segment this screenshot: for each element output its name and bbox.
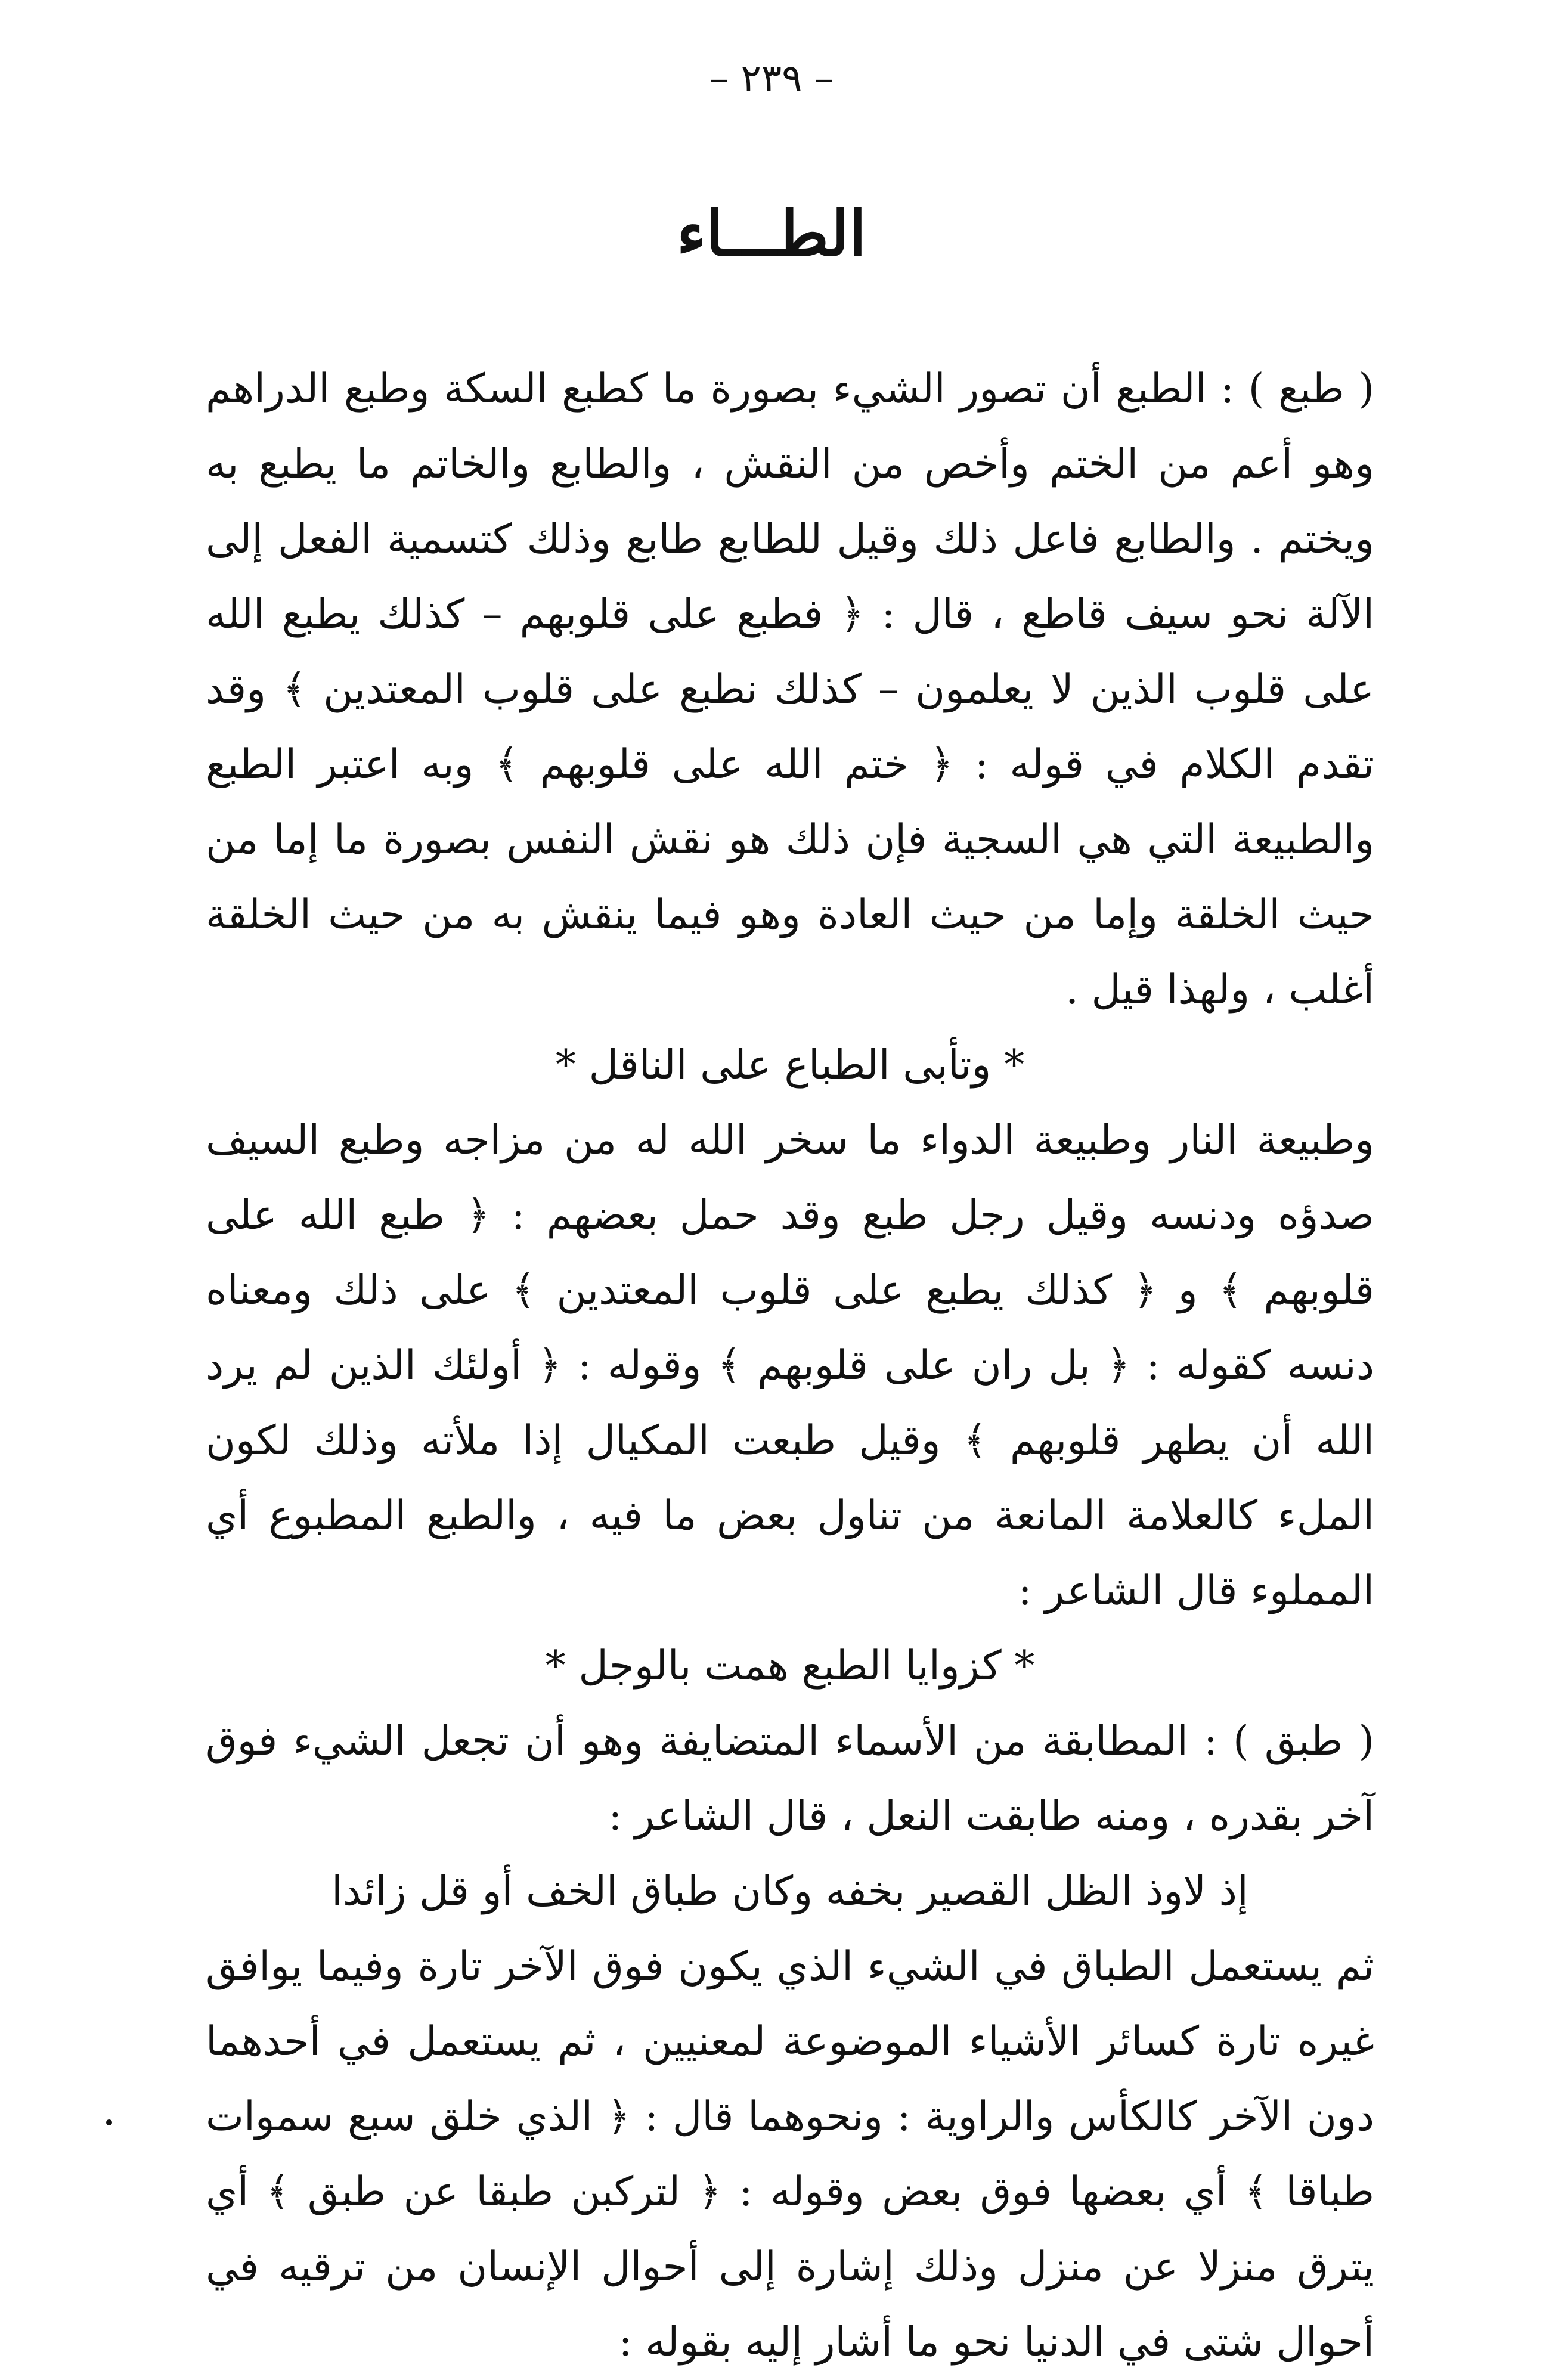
page-number: – ٢٣٩ – <box>709 57 834 101</box>
paragraph-tabaa: ( طبع ) : الطبع أن تصور الشيء بصورة ما كطبع السكة وطبع الدراهم وهو أعم من الختم وأخص من النقش ، والطابع والخاتم ما يطبع به ويختم . والطابع فاعل ذلك وقيل للطابع طابع وذلك كتسمية الفعل إلى الآلة نحو سيف قاطع ، قال : ﴿ فطبع على قلوبهم – كذلك يطبع الله على قلوب الذين لا يعلمون – كذلك نطبع على قلوب المعتدين ﴾ وقد تقدم الكلام في قوله : ﴿ ختم الله على قلوبهم ﴾ وبه اعتبر الطبع والطبيعة التي هي السجية فإن ذلك هو نقش النفس بصورة ما إما من حيث الخلقة وإما من حيث العادة وهو فيما ينقش به من حيث الخلقة أغلب ، ولهذا قيل . <box>206 365 1374 1014</box>
body-text <box>206 352 1374 2380</box>
paragraph-tabaq: ( طبق ) : المطابقة من الأسماء المتضايفة وهو أن تجعل الشيء فوق آخر بقدره ، ومنه طابقت النعل ، قال الشاعر : <box>206 1718 1374 1840</box>
verse-line: * كزوايا الطبع همت بالوجل * <box>545 1643 1035 1690</box>
verse-line: * وتأبى الطباع على الناقل * <box>556 1042 1024 1089</box>
ink-dot <box>106 2119 112 2125</box>
chapter-title: الطـــاء <box>677 197 866 270</box>
paragraph: وطبيعة النار وطبيعة الدواء ما سخر الله له من مزاجه وطبع السيف صدؤه ودنسه وقيل رجل طبع وقد حمل بعضهم : ﴿ طبع الله على قلوبهم ﴾ و ﴿ كذلك يطبع على قلوب المعتدين ﴾ على ذلك ومعناه دنسه كقوله : ﴿ بل ران على قلوبهم ﴾ وقوله : ﴿ أولئك الذين لم يرد الله أن يطهر قلوبهم ﴾ وقيل طبعت المكيال إذا ملأته وذلك لكون الملء كالعلامة المانعة من تناول بعض ما فيه ، والطبع المطبوع أي المملوء قال الشاعر : <box>206 1117 1374 1614</box>
paragraph: ثم يستعمل الطباق في الشيء الذي يكون فوق الآخر تارة وفيما يوافق غيره تارة كسائر الأشياء الموضوعة لمعنيين ، ثم يستعمل في أحدهما دون الآخر كالكأس والراوية : ونحوهما قال : ﴿ الذي خلق سبع سموات طباقا ﴾ أي بعضها فوق بعض وقوله : ﴿ لتركبن طبقا عن طبق ﴾ أي يترق منزلا عن منزل وذلك إشارة إلى أحوال الإنسان من ترقيه في أحوال شتى في الدنيا نحو ما أشار إليه بقوله : <box>206 1943 1374 2366</box>
poem-verse: إذ لاوذ الظل القصير بخفه وكان طباق الخف أو قل زائدا <box>331 1868 1248 1915</box>
